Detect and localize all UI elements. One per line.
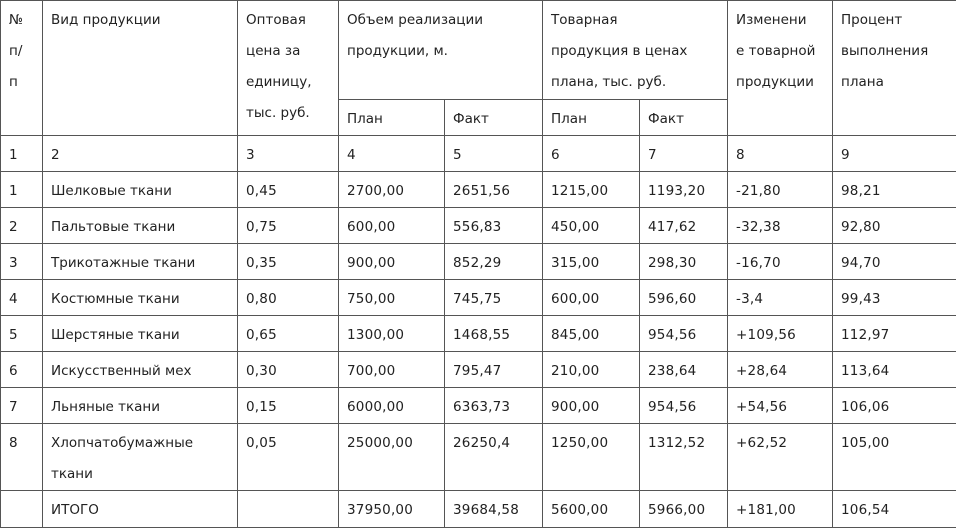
cell-product-name: Искусственный мех xyxy=(43,352,238,388)
cell-no: 5 xyxy=(1,316,43,352)
header-cell-product: Вид продукции xyxy=(43,1,238,136)
index-cell: 8 xyxy=(728,136,833,172)
cell-volume-plan: 25000,00 xyxy=(339,424,445,491)
cell-change: -3,4 xyxy=(728,280,833,316)
column-index-row xyxy=(1,136,956,172)
cell-volume-fact: 39684,58 xyxy=(445,491,543,528)
index-cell: 7 xyxy=(640,136,728,172)
cell-volume-fact: 26250,4 xyxy=(445,424,543,491)
cell-commodity-plan: 450,00 xyxy=(543,208,640,244)
cell-volume-plan: 900,00 xyxy=(339,244,445,280)
header-cell-commodity-plan: План xyxy=(543,100,640,136)
cell-no: 2 xyxy=(1,208,43,244)
cell-change: +181,00 xyxy=(728,491,833,528)
cell-product-name: Льняные ткани xyxy=(43,388,238,424)
cell-price xyxy=(238,491,339,528)
index-cell: 1 xyxy=(1,136,43,172)
cell-percent: 113,64 xyxy=(833,352,956,388)
cell-volume-plan: 600,00 xyxy=(339,208,445,244)
index-cell: 3 xyxy=(238,136,339,172)
cell-product-name: Пальтовые ткани xyxy=(43,208,238,244)
cell-commodity-fact: 1193,20 xyxy=(640,172,728,208)
cell-price: 0,75 xyxy=(238,208,339,244)
cell-product-name: Шелковые ткани xyxy=(43,172,238,208)
cell-commodity-fact: 596,60 xyxy=(640,280,728,316)
cell-commodity-fact: 954,56 xyxy=(640,316,728,352)
index-cell: 5 xyxy=(445,136,543,172)
table-row xyxy=(1,208,956,244)
cell-percent: 92,80 xyxy=(833,208,956,244)
cell-commodity-plan: 1250,00 xyxy=(543,424,640,491)
cell-change: -32,38 xyxy=(728,208,833,244)
cell-product-name: Хлопчатобумажные ткани xyxy=(43,424,238,491)
cell-volume-fact: 795,47 xyxy=(445,352,543,388)
cell-price: 0,65 xyxy=(238,316,339,352)
header-row-1 xyxy=(1,1,956,100)
cell-commodity-fact: 954,56 xyxy=(640,388,728,424)
cell-price: 0,05 xyxy=(238,424,339,491)
cell-change: +109,56 xyxy=(728,316,833,352)
index-cell: 6 xyxy=(543,136,640,172)
cell-change: -16,70 xyxy=(728,244,833,280)
cell-price: 0,80 xyxy=(238,280,339,316)
cell-no: 7 xyxy=(1,388,43,424)
cell-commodity-fact: 238,64 xyxy=(640,352,728,388)
header-cell-percent: Процент выполнения плана xyxy=(833,1,956,136)
cell-no: 1 xyxy=(1,172,43,208)
cell-change: -21,80 xyxy=(728,172,833,208)
cell-percent: 99,43 xyxy=(833,280,956,316)
cell-percent: 105,00 xyxy=(833,424,956,491)
cell-volume-fact: 852,29 xyxy=(445,244,543,280)
cell-product-name: Трикотажные ткани xyxy=(43,244,238,280)
cell-total-label: ИТОГО xyxy=(43,491,238,528)
header-cell-change: Изменени е товарной продукции xyxy=(728,1,833,136)
cell-volume-plan: 1300,00 xyxy=(339,316,445,352)
cell-commodity-plan: 845,00 xyxy=(543,316,640,352)
cell-price: 0,30 xyxy=(238,352,339,388)
cell-volume-plan: 6000,00 xyxy=(339,388,445,424)
cell-product-name: Костюмные ткани xyxy=(43,280,238,316)
cell-no: 6 xyxy=(1,352,43,388)
cell-no: 8 xyxy=(1,424,43,491)
table-row xyxy=(1,352,956,388)
cell-volume-fact: 2651,56 xyxy=(445,172,543,208)
cell-volume-plan: 37950,00 xyxy=(339,491,445,528)
cell-change: +28,64 xyxy=(728,352,833,388)
cell-commodity-plan: 600,00 xyxy=(543,280,640,316)
header-cell-commodity-fact: Факт xyxy=(640,100,728,136)
cell-percent: 106,54 xyxy=(833,491,956,528)
header-cell-commodity: Товарная продукция в ценах плана, тыс. руб. xyxy=(543,1,728,100)
cell-price: 0,15 xyxy=(238,388,339,424)
cell-no: 3 xyxy=(1,244,43,280)
cell-commodity-fact: 5966,00 xyxy=(640,491,728,528)
table-row xyxy=(1,172,956,208)
table-body xyxy=(1,172,956,528)
cell-commodity-plan: 900,00 xyxy=(543,388,640,424)
cell-volume-plan: 2700,00 xyxy=(339,172,445,208)
cell-percent: 98,21 xyxy=(833,172,956,208)
cell-volume-fact: 6363,73 xyxy=(445,388,543,424)
cell-percent: 106,06 xyxy=(833,388,956,424)
header-cell-price: Оптовая цена за единицу, тыс. руб. xyxy=(238,1,339,136)
table-row xyxy=(1,316,956,352)
cell-price: 0,45 xyxy=(238,172,339,208)
cell-no xyxy=(1,491,43,528)
header-cell-volume-plan: План xyxy=(339,100,445,136)
cell-change: +62,52 xyxy=(728,424,833,491)
cell-volume-fact: 745,75 xyxy=(445,280,543,316)
cell-commodity-fact: 1312,52 xyxy=(640,424,728,491)
header-cell-volume: Объем реализации продукции, м. xyxy=(339,1,543,100)
cell-product-name: Шерстяные ткани xyxy=(43,316,238,352)
cell-price: 0,35 xyxy=(238,244,339,280)
cell-commodity-plan: 210,00 xyxy=(543,352,640,388)
total-row xyxy=(1,491,956,528)
cell-volume-plan: 750,00 xyxy=(339,280,445,316)
cell-commodity-plan: 1215,00 xyxy=(543,172,640,208)
cell-commodity-fact: 417,62 xyxy=(640,208,728,244)
cell-volume-fact: 556,83 xyxy=(445,208,543,244)
cell-percent: 94,70 xyxy=(833,244,956,280)
header-cell-volume-fact: Факт xyxy=(445,100,543,136)
table-row xyxy=(1,280,956,316)
cell-change: +54,56 xyxy=(728,388,833,424)
cell-percent: 112,97 xyxy=(833,316,956,352)
cell-no: 4 xyxy=(1,280,43,316)
index-cell: 2 xyxy=(43,136,238,172)
cell-volume-fact: 1468,55 xyxy=(445,316,543,352)
table-row xyxy=(1,424,956,491)
table-row xyxy=(1,244,956,280)
table-row xyxy=(1,388,956,424)
cell-volume-plan: 700,00 xyxy=(339,352,445,388)
cell-commodity-fact: 298,30 xyxy=(640,244,728,280)
cell-commodity-plan: 315,00 xyxy=(543,244,640,280)
index-cell: 9 xyxy=(833,136,956,172)
header-cell-no: № п/ п xyxy=(1,1,43,136)
cell-commodity-plan: 5600,00 xyxy=(543,491,640,528)
index-cell: 4 xyxy=(339,136,445,172)
